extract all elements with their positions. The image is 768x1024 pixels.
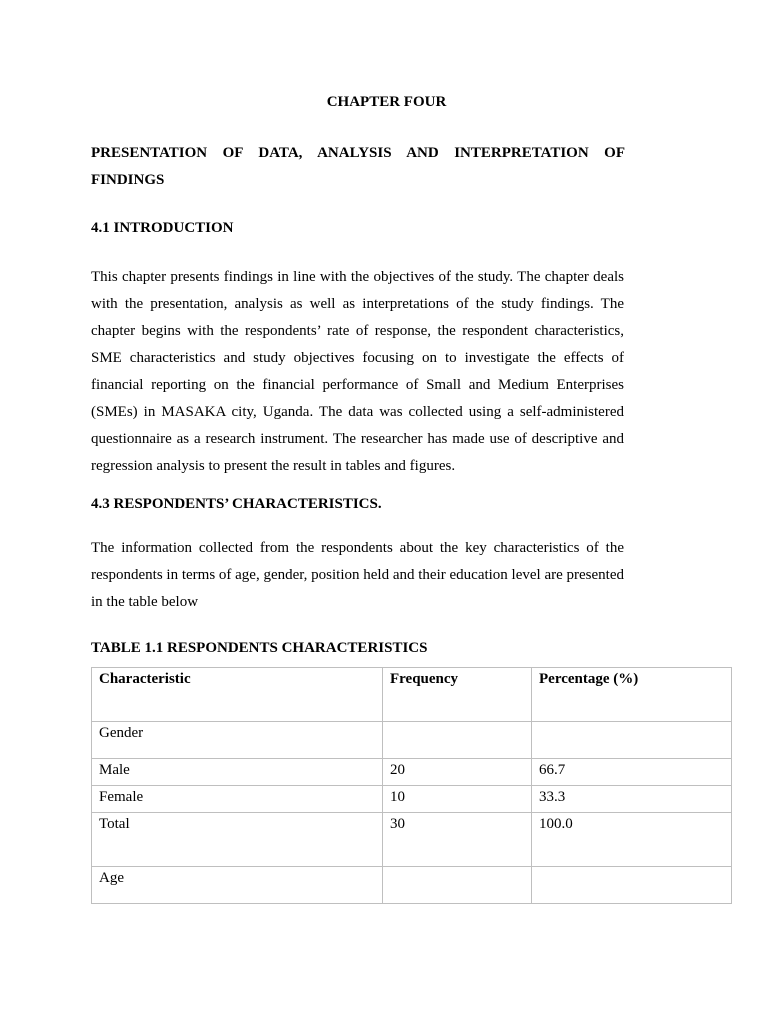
- cell-percentage: [532, 867, 732, 904]
- section-title: PRESENTATION OF DATA, ANALYSIS AND INTERPRETATION OF FINDINGS: [91, 145, 625, 188]
- cell-frequency: 10: [383, 786, 532, 813]
- cell-percentage: 100.0: [532, 813, 732, 867]
- cell-frequency: [383, 722, 532, 759]
- table-row: [92, 759, 732, 786]
- table-row: [92, 722, 732, 759]
- cell-frequency: 20: [383, 759, 532, 786]
- respondents-table: [91, 667, 732, 904]
- cell-frequency: 30: [383, 813, 532, 867]
- table-row: [92, 813, 732, 867]
- cell-characteristic: Male: [92, 759, 383, 786]
- cell-characteristic: Age: [92, 867, 383, 904]
- chapter-title: CHAPTER FOUR: [326, 94, 447, 110]
- header-percentage: Percentage (%): [532, 668, 732, 722]
- cell-frequency: [383, 867, 532, 904]
- table-header-row: [92, 668, 732, 722]
- cell-characteristic: Total: [92, 813, 383, 867]
- table-row: [92, 786, 732, 813]
- cell-percentage: 33.3: [532, 786, 732, 813]
- cell-percentage: 66.7: [532, 759, 732, 786]
- header-frequency: Frequency: [383, 668, 532, 722]
- header-characteristic: Characteristic: [92, 668, 383, 722]
- cell-characteristic: Gender: [92, 722, 383, 759]
- table-caption: TABLE 1.1 RESPONDENTS CHARACTERISTICS: [91, 640, 428, 656]
- table-row: [92, 867, 732, 904]
- cell-percentage: [532, 722, 732, 759]
- respondents-paragraph: The information collected from the respondents about the key characteristics of the respondents in terms of age, gender, position held and their education level are presented in the table below: [91, 540, 624, 610]
- intro-paragraph: This chapter presents findings in line with the objectives of the study. The chapter deals with the presentation, analysis as well as interpretations of the study findings. The chapter begins with the respondents’ rate of response, the respondent characteristics, SME characteristics and study objectives focusing on to investigate the effects of financial reporting on the financial performance of Small and Medium Enterprises (SMEs) in MASAKA city, Uganda. The data was collected using a self-administered questionnaire as a research instrument. The researcher has made use of descriptive and regression analysis to present the result in tables and figures.: [91, 269, 624, 474]
- intro-heading: 4.1 INTRODUCTION: [91, 220, 234, 236]
- cell-characteristic: Female: [92, 786, 383, 813]
- respondents-heading: 4.3 RESPONDENTS’ CHARACTERISTICS.: [91, 496, 382, 512]
